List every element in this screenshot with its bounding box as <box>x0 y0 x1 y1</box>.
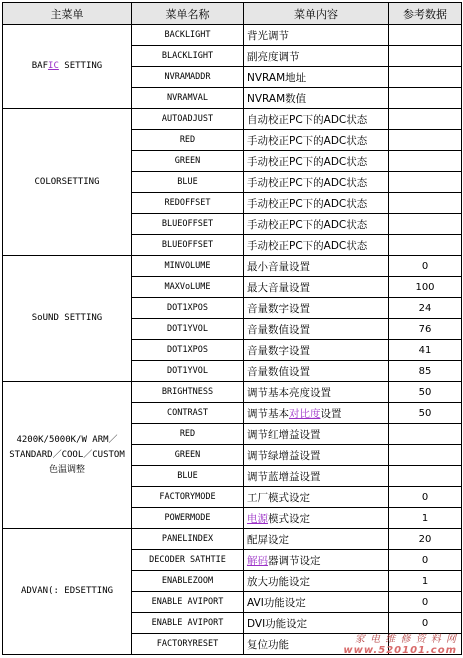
menu-name-cell: FACTORYRESET <box>132 634 244 655</box>
main-menu-cell: ADVAN(: EDSETTING <box>3 529 132 655</box>
menu-name-cell: REDOFFSET <box>132 193 244 214</box>
menu-content-cell: 音量数值设置 <box>244 319 389 340</box>
reference-value-cell <box>389 130 462 151</box>
reference-value-cell: 85 <box>389 361 462 382</box>
menu-name-cell: BACKLIGHT <box>132 25 244 46</box>
header-main-menu: 主菜单 <box>3 3 132 25</box>
menu-name-cell: ENABLE AVIPORT <box>132 613 244 634</box>
main-menu-cell: COLORSETTING <box>3 109 132 256</box>
menu-name-cell: RED <box>132 130 244 151</box>
main-menu-text: BAF <box>31 61 49 71</box>
reference-value-cell <box>389 88 462 109</box>
table-row <box>3 25 462 46</box>
reference-value-cell <box>389 214 462 235</box>
menu-name-cell: AUTOADJUST <box>132 109 244 130</box>
main-menu-cell: 4200K/5000K/W ARM／STANDARD／COOL／CUSTOM 色温调整 <box>3 382 132 529</box>
menu-name-cell: GREEN <box>132 445 244 466</box>
watermark-url: www.520101.com <box>343 645 457 656</box>
reference-value-cell: 41 <box>389 340 462 361</box>
reference-value-cell <box>389 424 462 445</box>
menu-name-cell: DOT1YVOL <box>132 361 244 382</box>
menu-name-cell: BLUEOFFSET <box>132 214 244 235</box>
reference-value-cell: 1 <box>389 508 462 529</box>
reference-value-cell <box>389 109 462 130</box>
reference-value-cell <box>389 172 462 193</box>
menu-content-cell <box>244 508 389 529</box>
table-row <box>3 529 462 550</box>
menu-name-cell: POWERMODE <box>132 508 244 529</box>
menu-content-cell: 背光调节 <box>244 25 389 46</box>
reference-value-cell <box>389 67 462 88</box>
content-text: 器调节设定 <box>268 554 321 567</box>
menu-content-cell: AVI功能设定 <box>244 592 389 613</box>
reference-value-cell: 50 <box>389 403 462 424</box>
menu-content-cell: 最小音量设置 <box>244 256 389 277</box>
reference-value-cell <box>389 25 462 46</box>
keyword-link[interactable]: 解码 <box>247 554 268 567</box>
menu-name-cell: CONTRAST <box>132 403 244 424</box>
menu-name-cell: DOT1XPOS <box>132 340 244 361</box>
menu-content-cell: 复位功能 <box>244 634 389 655</box>
site-watermark <box>343 634 457 656</box>
reference-value-cell: 1 <box>389 571 462 592</box>
menu-content-cell <box>244 403 389 424</box>
menu-content-cell: DVI功能设定 <box>244 613 389 634</box>
menu-content-cell: 自动校正PC下的ADC状态 <box>244 109 389 130</box>
menu-content-cell: 手动校正PC下的ADC状态 <box>244 130 389 151</box>
menu-content-cell: 放大功能设定 <box>244 571 389 592</box>
reference-value-cell: 24 <box>389 298 462 319</box>
menu-content-cell: 音量数字设置 <box>244 340 389 361</box>
menu-content-cell: 手动校正PC下的ADC状态 <box>244 235 389 256</box>
menu-name-cell: DECODER SATHTIE <box>132 550 244 571</box>
content-text: 设置 <box>320 407 342 420</box>
menu-content-cell: 副亮度调节 <box>244 46 389 67</box>
reference-value-cell: 0 <box>389 550 462 571</box>
reference-value-cell: 20 <box>389 529 462 550</box>
menu-content-cell: 手动校正PC下的ADC状态 <box>244 151 389 172</box>
reference-value-cell: 0 <box>389 592 462 613</box>
header-row <box>3 3 462 25</box>
menu-content-cell: 配屏设定 <box>244 529 389 550</box>
menu-name-cell: GREEN <box>132 151 244 172</box>
main-menu-text: SETTING <box>58 61 103 71</box>
keyword-link[interactable]: 对比度 <box>289 407 321 420</box>
reference-value-cell <box>389 466 462 487</box>
menu-name-cell: BRIGHTNESS <box>132 382 244 403</box>
menu-content-cell: 手动校正PC下的ADC状态 <box>244 172 389 193</box>
menu-name-cell: DOT1XPOS <box>132 298 244 319</box>
reference-value-cell: 0 <box>389 487 462 508</box>
table-row <box>3 109 462 130</box>
menu-name-cell: RED <box>132 424 244 445</box>
reference-value-cell: 76 <box>389 319 462 340</box>
reference-value-cell <box>389 193 462 214</box>
menu-name-cell: NVRAMADDR <box>132 67 244 88</box>
menu-name-cell: DOT1YVOL <box>132 319 244 340</box>
menu-content-cell: 工厂模式设定 <box>244 487 389 508</box>
keyword-link[interactable]: 电源 <box>247 512 268 525</box>
menu-name-cell: BLACKLIGHT <box>132 46 244 67</box>
reference-value-cell <box>389 235 462 256</box>
menu-content-cell: 最大音量设置 <box>244 277 389 298</box>
reference-value-cell <box>389 445 462 466</box>
menu-name-cell: MINVOLUME <box>132 256 244 277</box>
content-text: 模式设定 <box>268 512 310 525</box>
menu-table <box>2 2 462 655</box>
header-reference-data: 参考数据 <box>389 3 462 25</box>
menu-name-cell: BLUE <box>132 466 244 487</box>
menu-name-cell: BLUEOFFSET <box>132 235 244 256</box>
menu-content-cell <box>244 550 389 571</box>
menu-content-cell: 音量数字设置 <box>244 298 389 319</box>
table-row <box>3 256 462 277</box>
header-menu-content: 菜单内容 <box>244 3 389 25</box>
reference-value-cell: 50 <box>389 382 462 403</box>
menu-content-cell: NVRAM地址 <box>244 67 389 88</box>
reference-value-cell <box>389 151 462 172</box>
menu-name-cell: MAXVoLUME <box>132 277 244 298</box>
main-menu-cell <box>3 25 132 109</box>
menu-name-cell: NVRAMVAL <box>132 88 244 109</box>
menu-name-cell: ENABLEZOOM <box>132 571 244 592</box>
header-menu-name: 菜单名称 <box>132 3 244 25</box>
menu-content-cell: 手动校正PC下的ADC状态 <box>244 214 389 235</box>
reference-value-cell: 0 <box>389 613 462 634</box>
menu-content-cell: 调节红增益设置 <box>244 424 389 445</box>
menu-name-cell: ENABLE AVIPORT <box>132 592 244 613</box>
menu-name-cell: PANELINDEX <box>132 529 244 550</box>
main-menu-text[interactable]: IC <box>48 61 59 71</box>
menu-name-cell: BLUE <box>132 172 244 193</box>
main-menu-cell: SoUND SETTING <box>3 256 132 382</box>
menu-content-cell: 音量数值设置 <box>244 361 389 382</box>
content-text: 调节基本 <box>247 407 289 420</box>
menu-content-cell: 调节蓝增益设置 <box>244 466 389 487</box>
menu-content-cell: 调节绿增益设置 <box>244 445 389 466</box>
reference-value-cell: 0 <box>389 256 462 277</box>
reference-value-cell <box>389 46 462 67</box>
menu-content-cell: 手动校正PC下的ADC状态 <box>244 193 389 214</box>
menu-content-cell: 调节基本亮度设置 <box>244 382 389 403</box>
reference-value-cell: 100 <box>389 277 462 298</box>
watermark-title: 家 电 维 修 资 料 网 <box>354 634 457 645</box>
menu-content-cell: NVRAM数值 <box>244 88 389 109</box>
table-row <box>3 382 462 403</box>
menu-name-cell: FACTORYMODE <box>132 487 244 508</box>
